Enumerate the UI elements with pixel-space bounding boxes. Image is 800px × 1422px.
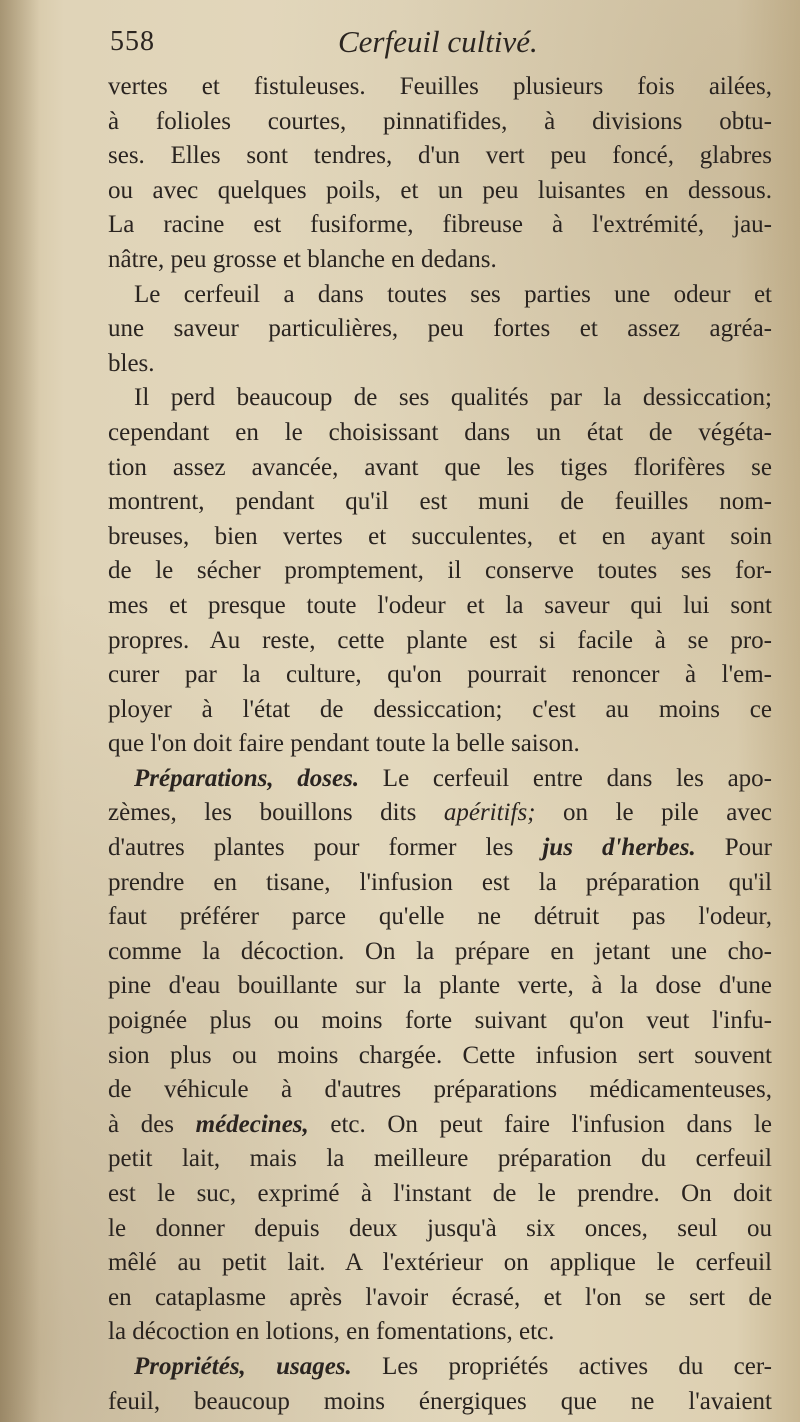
text-line: petit lait, mais la meilleure préparation du cerfeuil (108, 1145, 772, 1173)
text-line: breuses, bien vertes et succulentes, et en ayant soin (108, 522, 772, 550)
section-heading-preparations: Préparations, doses. (134, 764, 360, 792)
text-line: feuil, beaucoup moins énergiques que ne l'avaient (108, 1387, 772, 1415)
text-line (108, 1350, 772, 1385)
text-line: une saveur particulières, peu fortes et assez agréa- (108, 315, 772, 343)
text-line: de le sécher promptement, il conserve toutes ses for- (108, 557, 772, 585)
text-line: est le suc, exprimé à l'instant de le prendre. On doit (108, 1180, 772, 1207)
text-line: comme la décoction. On la prépare en jetant une cho- (108, 937, 772, 965)
text-run: on le pile avec (535, 799, 772, 827)
text-line: pine d'eau bouillante sur la plante verte, à la dose d'une (108, 972, 772, 1000)
text-line: ployer à l'état de dessiccation; c'est au moins ce (108, 695, 772, 723)
text-line: sion plus ou moins chargée. Cette infusion sert souvent (108, 1041, 772, 1069)
page-number: 558 (110, 26, 155, 57)
text-line: bles. (108, 349, 155, 377)
text-run: Pour (695, 834, 772, 862)
section-heading-proprietes: Propriétés, usages. (134, 1352, 352, 1380)
text-line: mes et presque toute l'odeur et la saveur qui lui sont (108, 591, 772, 619)
text-run: à des (108, 1110, 196, 1138)
text-run: Les propriétés actives du cer- (351, 1352, 772, 1380)
text-line: vertes et fistuleuses. Feuilles plusieurs fois ailées, (108, 73, 772, 100)
text-line: ou avec quelques poils, et un peu luisantes en dessous. (108, 176, 772, 204)
running-title: Cerfeuil cultivé. (338, 24, 538, 59)
text-line: la décoction en lotions, en fomentations, etc. (108, 1318, 555, 1346)
text-line: La racine est fusiforme, fibreuse à l'extrémité, jau- (108, 211, 772, 239)
text-line (108, 831, 772, 866)
text-line: le donner depuis deux jusqu'à six onces, seul ou (108, 1214, 772, 1242)
text-line: cependant en le choisissant dans un état de végéta- (108, 418, 772, 446)
text-run: Le cerfeuil entre dans les apo- (359, 764, 772, 792)
text-line: ses. Elles sont tendres, d'un vert peu foncé, glabres (108, 142, 772, 170)
text-line (108, 762, 772, 797)
text-line (108, 1108, 772, 1143)
body-text (108, 70, 772, 1419)
italic-term: apéritifs; (443, 799, 536, 827)
text-line: nâtre, peu grosse et blanche en dedans. (108, 245, 497, 273)
text-line: que l'on doit faire pendant toute la belle saison. (108, 730, 580, 758)
text-run: zèmes, les bouillons dits (108, 799, 444, 827)
text-line: Le cerfeuil a dans toutes ses parties une odeur et (134, 280, 772, 308)
text-line: de véhicule à d'autres préparations médicamenteuses, (108, 1076, 772, 1104)
text-line: propres. Au reste, cette plante est si facile à se pro- (108, 626, 772, 654)
italic-term: jus d'herbes. (542, 834, 696, 862)
text-line: curer par la culture, qu'on pourrait renoncer à l'em- (108, 661, 772, 689)
text-line: faut préférer parce qu'elle ne détruit pas l'odeur, (108, 903, 772, 931)
text-line: poignée plus ou moins forte suivant qu'on veut l'infu- (108, 1007, 772, 1035)
text-run: etc. On peut faire l'infusion dans le (308, 1110, 773, 1138)
text-line: mêlé au petit lait. A l'extérieur on applique le cerfeuil (108, 1249, 772, 1277)
running-head (110, 18, 775, 68)
text-line: prendre en tisane, l'infusion est la préparation qu'il (108, 868, 772, 896)
text-line: en cataplasme après l'avoir écrasé, et l'on se sert de (108, 1283, 772, 1311)
text-line (108, 796, 772, 831)
text-line: tion assez avancée, avant que les tiges florifères se (108, 453, 772, 481)
text-line: à folioles courtes, pinnatifides, à divisions obtu- (108, 107, 772, 135)
binding-shadow (0, 0, 40, 1422)
italic-term: médecines, (195, 1110, 309, 1138)
text-line: montrent, pendant qu'il est muni de feuilles nom- (108, 488, 772, 516)
text-line: Il perd beaucoup de ses qualités par la dessiccation; (134, 384, 772, 412)
text-run: d'autres plantes pour former les (108, 834, 543, 862)
